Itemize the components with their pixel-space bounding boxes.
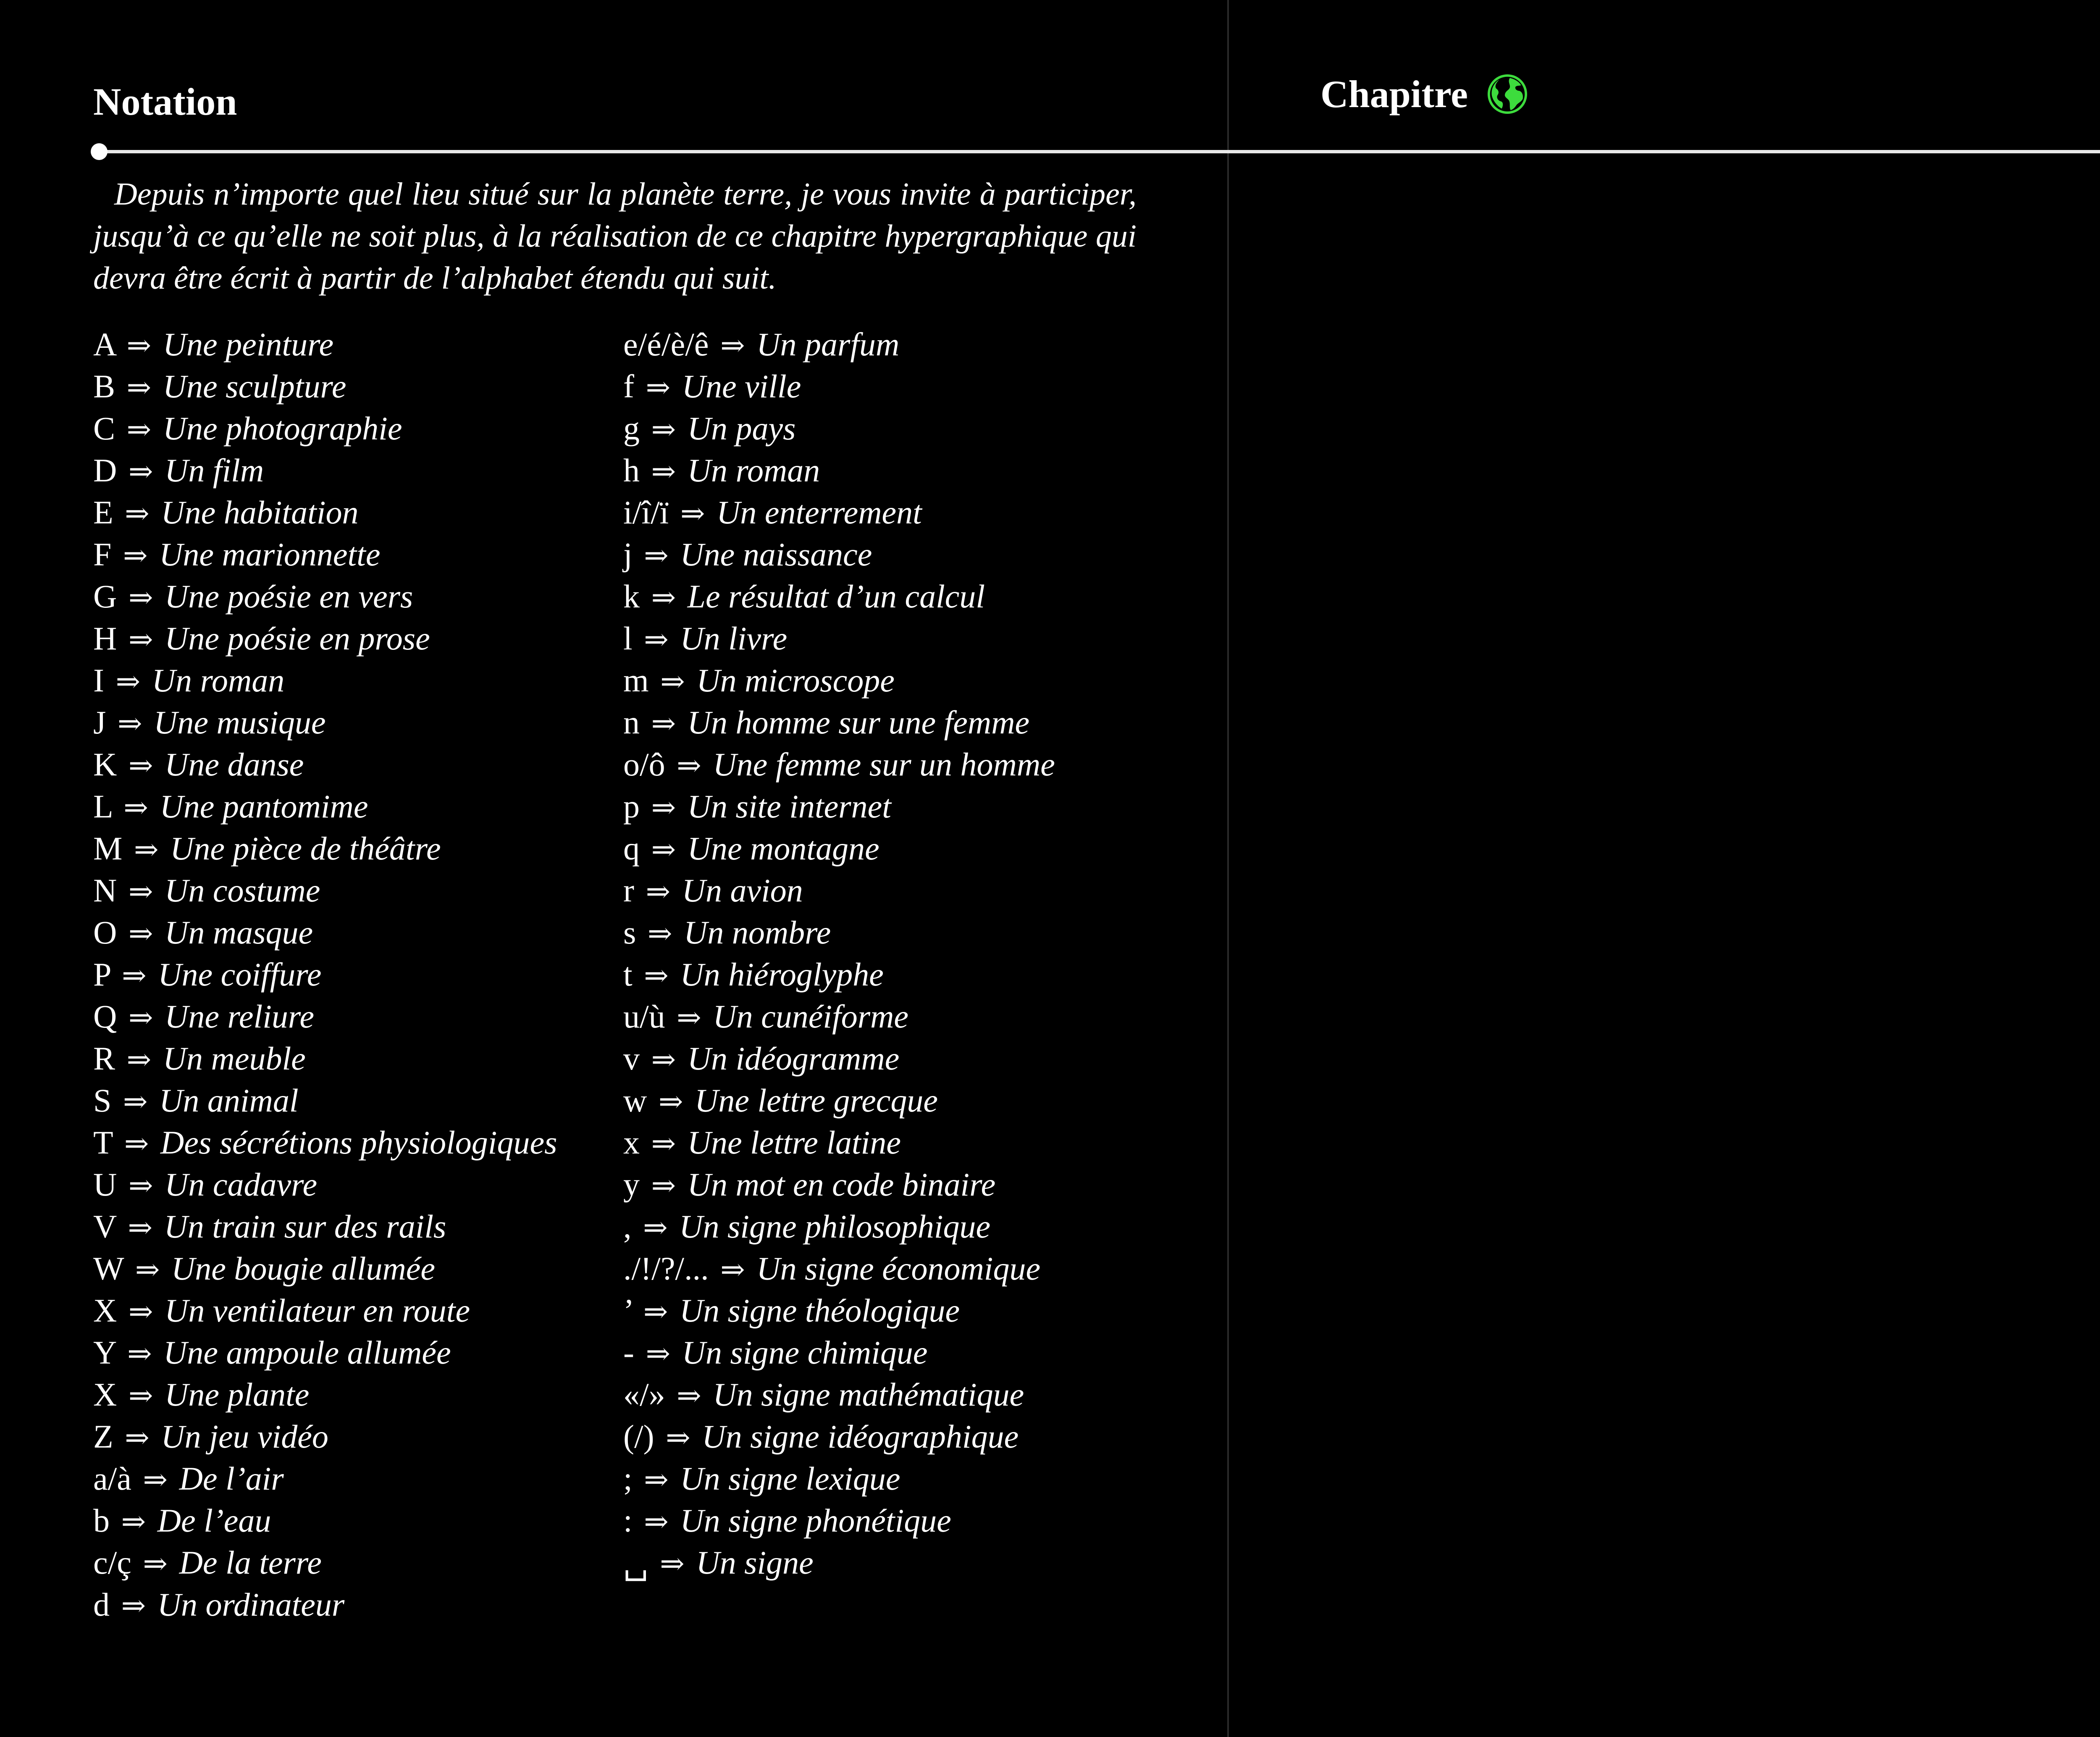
implies-arrow: ⇒ <box>143 1546 168 1581</box>
implies-arrow: ⇒ <box>644 1462 669 1497</box>
implies-arrow: ⇒ <box>128 1168 153 1203</box>
alphabet-letter: i/î/ï <box>623 494 669 531</box>
alphabet-meaning: Un avion <box>682 872 803 909</box>
alphabet-letter: D <box>93 452 117 489</box>
alphabet-meaning: Un livre <box>680 620 788 657</box>
alphabet-entry <box>623 1080 1055 1122</box>
implies-arrow: ⇒ <box>720 328 745 363</box>
implies-arrow: ⇒ <box>643 1294 668 1329</box>
alphabet-meaning: Un signe chimique <box>682 1334 928 1371</box>
alphabet-letter: , <box>623 1208 632 1245</box>
alphabet-letter: Z <box>93 1418 113 1455</box>
alphabet-entry <box>93 365 557 407</box>
implies-arrow: ⇒ <box>677 1378 701 1413</box>
alphabet-letter: E <box>93 494 113 531</box>
notation-title: Notation <box>93 80 237 123</box>
alphabet-letter: X <box>93 1376 117 1413</box>
implies-arrow: ⇒ <box>651 580 676 615</box>
alphabet-meaning: Une ampoule allumée <box>163 1334 451 1371</box>
implies-arrow: ⇒ <box>128 622 153 657</box>
alphabet-letter: t <box>623 956 633 993</box>
alphabet-meaning: Des sécrétions physiologiques <box>160 1124 557 1161</box>
alphabet-entry <box>623 575 1055 618</box>
alphabet-letter: d <box>93 1586 110 1623</box>
alphabet-meaning: Un parfum <box>756 326 900 363</box>
alphabet-letter: o/ô <box>623 746 665 783</box>
alphabet-meaning: Un cadavre <box>165 1166 318 1203</box>
alphabet-meaning: Une danse <box>165 746 304 783</box>
implies-arrow: ⇒ <box>651 706 676 741</box>
alphabet-entry <box>93 702 557 744</box>
alphabet-entry <box>93 744 557 786</box>
alphabet-entry <box>623 533 1055 575</box>
header-rule-dot <box>91 143 108 160</box>
implies-arrow: ⇒ <box>651 790 676 825</box>
implies-arrow: ⇒ <box>646 874 671 909</box>
alphabet-entry <box>623 1164 1055 1206</box>
implies-arrow: ⇒ <box>651 1168 676 1203</box>
implies-arrow: ⇒ <box>125 496 150 531</box>
alphabet-meaning: Une photographie <box>163 410 402 447</box>
chapitre-header <box>1320 74 1528 114</box>
implies-arrow: ⇒ <box>134 832 159 867</box>
implies-arrow: ⇒ <box>643 1210 668 1245</box>
alphabet-entry <box>623 870 1055 912</box>
implies-arrow: ⇒ <box>660 1546 685 1581</box>
alphabet-meaning: Un meuble <box>163 1040 306 1077</box>
alphabet-meaning: Une coiffure <box>158 956 322 993</box>
alphabet-meaning: Un hiéroglyphe <box>680 956 884 993</box>
implies-arrow: ⇒ <box>125 1420 150 1455</box>
alphabet-letter: R <box>93 1040 116 1077</box>
implies-arrow: ⇒ <box>126 412 152 447</box>
alphabet-letter: k <box>623 578 640 615</box>
alphabet-meaning: Un signe économique <box>756 1250 1041 1287</box>
alphabet-letter: L <box>93 788 112 825</box>
implies-arrow: ⇒ <box>651 1126 676 1161</box>
alphabet-meaning: Un cunéiforme <box>713 998 909 1035</box>
alphabet-letter: I <box>93 662 104 699</box>
alphabet-letter: T <box>93 1124 113 1161</box>
alphabet-entry <box>623 1374 1055 1416</box>
alphabet-meaning: Une pièce de théâtre <box>170 830 441 867</box>
alphabet-meaning: Une marionnette <box>159 536 381 573</box>
implies-arrow: ⇒ <box>651 1042 676 1077</box>
alphabet-meaning: Un nombre <box>684 914 831 951</box>
alphabet-entry <box>623 449 1055 491</box>
alphabet-column-right <box>623 323 1055 1584</box>
alphabet-meaning: De l’eau <box>157 1502 271 1539</box>
alphabet-meaning: Une femme sur un homme <box>713 746 1055 783</box>
alphabet-letter: l <box>623 620 633 657</box>
implies-arrow: ⇒ <box>720 1252 745 1287</box>
implies-arrow: ⇒ <box>677 748 701 783</box>
implies-arrow: ⇒ <box>126 1042 152 1077</box>
alphabet-meaning: Une pantomime <box>160 788 368 825</box>
alphabet-entry <box>623 491 1055 533</box>
implies-arrow: ⇒ <box>128 1000 153 1035</box>
implies-arrow: ⇒ <box>128 454 153 489</box>
alphabet-entry <box>623 1500 1055 1542</box>
alphabet-letter: Y <box>93 1334 116 1371</box>
alphabet-meaning: Un animal <box>159 1082 299 1119</box>
alphabet-entry <box>93 618 557 660</box>
implies-arrow: ⇒ <box>124 1126 149 1161</box>
implies-arrow: ⇒ <box>116 664 141 699</box>
alphabet-letter: m <box>623 662 649 699</box>
chapitre-title: Chapitre <box>1320 73 1468 116</box>
alphabet-meaning: Un idéogramme <box>687 1040 900 1077</box>
alphabet-meaning: Un mot en code binaire <box>687 1166 996 1203</box>
alphabet-entry <box>623 660 1055 702</box>
alphabet-meaning: Un pays <box>687 410 796 447</box>
alphabet-meaning: Un enterrement <box>717 494 922 531</box>
alphabet-letter: (/) <box>623 1418 654 1455</box>
implies-arrow: ⇒ <box>651 412 676 447</box>
alphabet-entry <box>93 996 557 1038</box>
implies-arrow: ⇒ <box>128 1294 153 1329</box>
alphabet-entry <box>623 365 1055 407</box>
implies-arrow: ⇒ <box>121 1504 146 1539</box>
alphabet-entry <box>623 1290 1055 1332</box>
globe-icon <box>1487 74 1528 114</box>
implies-arrow: ⇒ <box>123 538 148 573</box>
alphabet-entry <box>623 828 1055 870</box>
alphabet-meaning: De l’air <box>179 1460 284 1497</box>
alphabet-meaning: Une poésie en vers <box>165 578 413 615</box>
alphabet-letter: Q <box>93 998 117 1035</box>
alphabet-entry <box>93 912 557 954</box>
alphabet-meaning: Une naissance <box>680 536 872 573</box>
alphabet-entry <box>93 1500 557 1542</box>
alphabet-entry <box>623 912 1055 954</box>
header-rule <box>95 150 2100 153</box>
alphabet-letter: M <box>93 830 123 867</box>
alphabet-meaning: Un ventilateur en route <box>165 1292 470 1329</box>
alphabet-letter: a/à <box>93 1460 131 1497</box>
alphabet-entry <box>623 1206 1055 1248</box>
alphabet-meaning: Une plante <box>165 1376 310 1413</box>
alphabet-entry <box>623 1416 1055 1458</box>
alphabet-entry <box>93 1458 557 1500</box>
alphabet-letter: j <box>623 536 633 573</box>
alphabet-meaning: Une bougie allumée <box>171 1250 436 1287</box>
alphabet-meaning: Un film <box>165 452 264 489</box>
alphabet-letter: - <box>623 1334 634 1371</box>
alphabet-letter: C <box>93 410 116 447</box>
alphabet-letter: G <box>93 578 117 615</box>
alphabet-meaning: Un signe phonétique <box>680 1502 951 1539</box>
alphabet-letter: S <box>93 1082 112 1119</box>
alphabet-letter: e/é/è/ê <box>623 326 709 363</box>
implies-arrow: ⇒ <box>121 1588 146 1623</box>
alphabet-meaning: Une reliure <box>165 998 314 1035</box>
alphabet-meaning: Un signe théologique <box>679 1292 960 1329</box>
alphabet-meaning: Un signe idéographique <box>702 1418 1019 1455</box>
implies-arrow: ⇒ <box>128 874 153 909</box>
alphabet-entry <box>623 702 1055 744</box>
alphabet-letter: X <box>93 1292 117 1329</box>
implies-arrow: ⇒ <box>135 1252 160 1287</box>
alphabet-entry <box>93 323 557 365</box>
alphabet-meaning: Un signe lexique <box>680 1460 900 1497</box>
alphabet-entry <box>623 744 1055 786</box>
alphabet-meaning: Une lettre grecque <box>695 1082 938 1119</box>
implies-arrow: ⇒ <box>126 328 152 363</box>
alphabet-letter: H <box>93 620 117 657</box>
alphabet-letter: f <box>623 368 634 405</box>
implies-arrow: ⇒ <box>128 748 153 783</box>
alphabet-letter: N <box>93 872 117 909</box>
alphabet-letter: «/» <box>623 1376 665 1413</box>
alphabet-meaning: Une musique <box>154 704 326 741</box>
alphabet-meaning: Un homme sur une femme <box>687 704 1030 741</box>
alphabet-entry <box>93 1080 557 1122</box>
alphabet-entry <box>93 660 557 702</box>
alphabet-meaning: Un signe mathématique <box>713 1376 1024 1413</box>
alphabet-letter: F <box>93 536 112 573</box>
alphabet-letter: p <box>623 788 640 825</box>
alphabet-letter: J <box>93 704 106 741</box>
implies-arrow: ⇒ <box>644 1504 669 1539</box>
alphabet-meaning: Un microscope <box>696 662 895 699</box>
implies-arrow: ⇒ <box>117 706 142 741</box>
alphabet-entry <box>623 1458 1055 1500</box>
implies-arrow: ⇒ <box>128 916 153 951</box>
alphabet-entry <box>623 407 1055 449</box>
alphabet-entry <box>93 870 557 912</box>
alphabet-entry <box>93 1416 557 1458</box>
alphabet-entry <box>93 786 557 828</box>
alphabet-letter: ’ <box>623 1292 632 1329</box>
alphabet-meaning: Un costume <box>165 872 320 909</box>
alphabet-entry <box>93 1122 557 1164</box>
alphabet-letter: P <box>93 956 110 993</box>
alphabet-entry <box>93 407 557 449</box>
alphabet-letter: ./!/?/... <box>623 1250 709 1287</box>
implies-arrow: ⇒ <box>644 958 669 993</box>
alphabet-meaning: Un signe philosophique <box>679 1208 991 1245</box>
alphabet-entry <box>93 954 557 996</box>
alphabet-letter: g <box>623 410 640 447</box>
alphabet-entry <box>93 575 557 618</box>
alphabet-entry <box>623 1542 1055 1584</box>
implies-arrow: ⇒ <box>646 1336 671 1371</box>
alphabet-entry <box>93 491 557 533</box>
alphabet-entry <box>623 1038 1055 1080</box>
alphabet-letter: s <box>623 914 636 951</box>
implies-arrow: ⇒ <box>128 1210 153 1245</box>
implies-arrow: ⇒ <box>128 1378 153 1413</box>
alphabet-meaning: Un signe <box>696 1544 814 1581</box>
alphabet-entry <box>623 618 1055 660</box>
alphabet-column-left <box>93 323 557 1626</box>
alphabet-letter: ␣ <box>623 1544 648 1581</box>
alphabet-entry <box>93 1332 557 1374</box>
implies-arrow: ⇒ <box>647 916 672 951</box>
alphabet-entry <box>93 828 557 870</box>
implies-arrow: ⇒ <box>651 832 676 867</box>
alphabet-letter: b <box>93 1502 110 1539</box>
implies-arrow: ⇒ <box>666 1420 690 1455</box>
implies-arrow: ⇒ <box>128 580 153 615</box>
alphabet-entry <box>623 1332 1055 1374</box>
alphabet-entry <box>93 533 557 575</box>
alphabet-entry <box>93 1542 557 1584</box>
implies-arrow: ⇒ <box>658 1084 683 1119</box>
alphabet-entry <box>93 1038 557 1080</box>
alphabet-letter: O <box>93 914 117 951</box>
alphabet-entry <box>623 323 1055 365</box>
alphabet-meaning: Une montagne <box>687 830 879 867</box>
alphabet-meaning: De la terre <box>179 1544 322 1581</box>
alphabet-letter: ; <box>623 1460 633 1497</box>
alphabet-letter: x <box>623 1124 640 1161</box>
alphabet-letter: r <box>623 872 634 909</box>
alphabet-meaning: Un ordinateur <box>157 1586 345 1623</box>
page-divider <box>1227 0 1229 1737</box>
implies-arrow: ⇒ <box>680 496 705 531</box>
alphabet-meaning: Un masque <box>165 914 313 951</box>
alphabet-entry <box>93 1290 557 1332</box>
alphabet-letter: h <box>623 452 640 489</box>
alphabet-entry <box>93 1584 557 1626</box>
alphabet-meaning: Une peinture <box>163 326 334 363</box>
implies-arrow: ⇒ <box>660 664 685 699</box>
alphabet-meaning: Le résultat d’un calcul <box>687 578 985 615</box>
alphabet-entry <box>623 1122 1055 1164</box>
alphabet-entry <box>93 1248 557 1290</box>
implies-arrow: ⇒ <box>143 1462 168 1497</box>
alphabet-letter: y <box>623 1166 640 1203</box>
implies-arrow: ⇒ <box>677 1000 701 1035</box>
alphabet-letter: K <box>93 746 117 783</box>
alphabet-meaning: Une sculpture <box>163 368 346 405</box>
alphabet-meaning: Un site internet <box>687 788 891 825</box>
alphabet-entry <box>93 1164 557 1206</box>
alphabet-meaning: Une habitation <box>161 494 359 531</box>
implies-arrow: ⇒ <box>644 622 669 657</box>
alphabet-letter: c/ç <box>93 1544 131 1581</box>
alphabet-letter: u/ù <box>623 998 665 1035</box>
implies-arrow: ⇒ <box>127 1336 152 1371</box>
alphabet-letter: q <box>623 830 640 867</box>
alphabet-letter: W <box>93 1250 124 1287</box>
implies-arrow: ⇒ <box>646 370 671 405</box>
alphabet-entry <box>93 449 557 491</box>
alphabet-entry <box>623 1248 1055 1290</box>
alphabet-meaning: Une lettre latine <box>687 1124 901 1161</box>
alphabet-letter: V <box>93 1208 116 1245</box>
alphabet-letter: A <box>93 326 116 363</box>
alphabet-letter: v <box>623 1040 640 1077</box>
alphabet-meaning: Une ville <box>682 368 801 405</box>
intro-paragraph: Depuis n’importe quel lieu situé sur la planète terre, je vous invite à participer, jusqu’à ce qu’elle ne soit plus, à la réalisation de ce chapitre hypergraphique qui devra être écrit à partir de l’alphabet étendu qui suit. <box>93 176 1137 296</box>
alphabet-meaning: Un jeu vidéo <box>161 1418 328 1455</box>
alphabet-letter: B <box>93 368 116 405</box>
implies-arrow: ⇒ <box>122 958 147 993</box>
alphabet-entry <box>93 1206 557 1248</box>
alphabet-letter: : <box>623 1502 633 1539</box>
implies-arrow: ⇒ <box>644 538 669 573</box>
implies-arrow: ⇒ <box>123 1084 148 1119</box>
alphabet-entry <box>623 954 1055 996</box>
implies-arrow: ⇒ <box>651 454 676 489</box>
alphabet-meaning: Un roman <box>687 452 820 489</box>
alphabet-entry <box>623 786 1055 828</box>
alphabet-letter: n <box>623 704 640 741</box>
implies-arrow: ⇒ <box>123 790 148 825</box>
alphabet-letter: w <box>623 1082 647 1119</box>
alphabet-letter: U <box>93 1166 117 1203</box>
alphabet-entry <box>93 1374 557 1416</box>
alphabet-meaning: Un train sur des rails <box>164 1208 446 1245</box>
alphabet-entry <box>623 996 1055 1038</box>
alphabet-meaning: Un roman <box>152 662 285 699</box>
implies-arrow: ⇒ <box>126 370 152 405</box>
alphabet-meaning: Une poésie en prose <box>165 620 430 657</box>
